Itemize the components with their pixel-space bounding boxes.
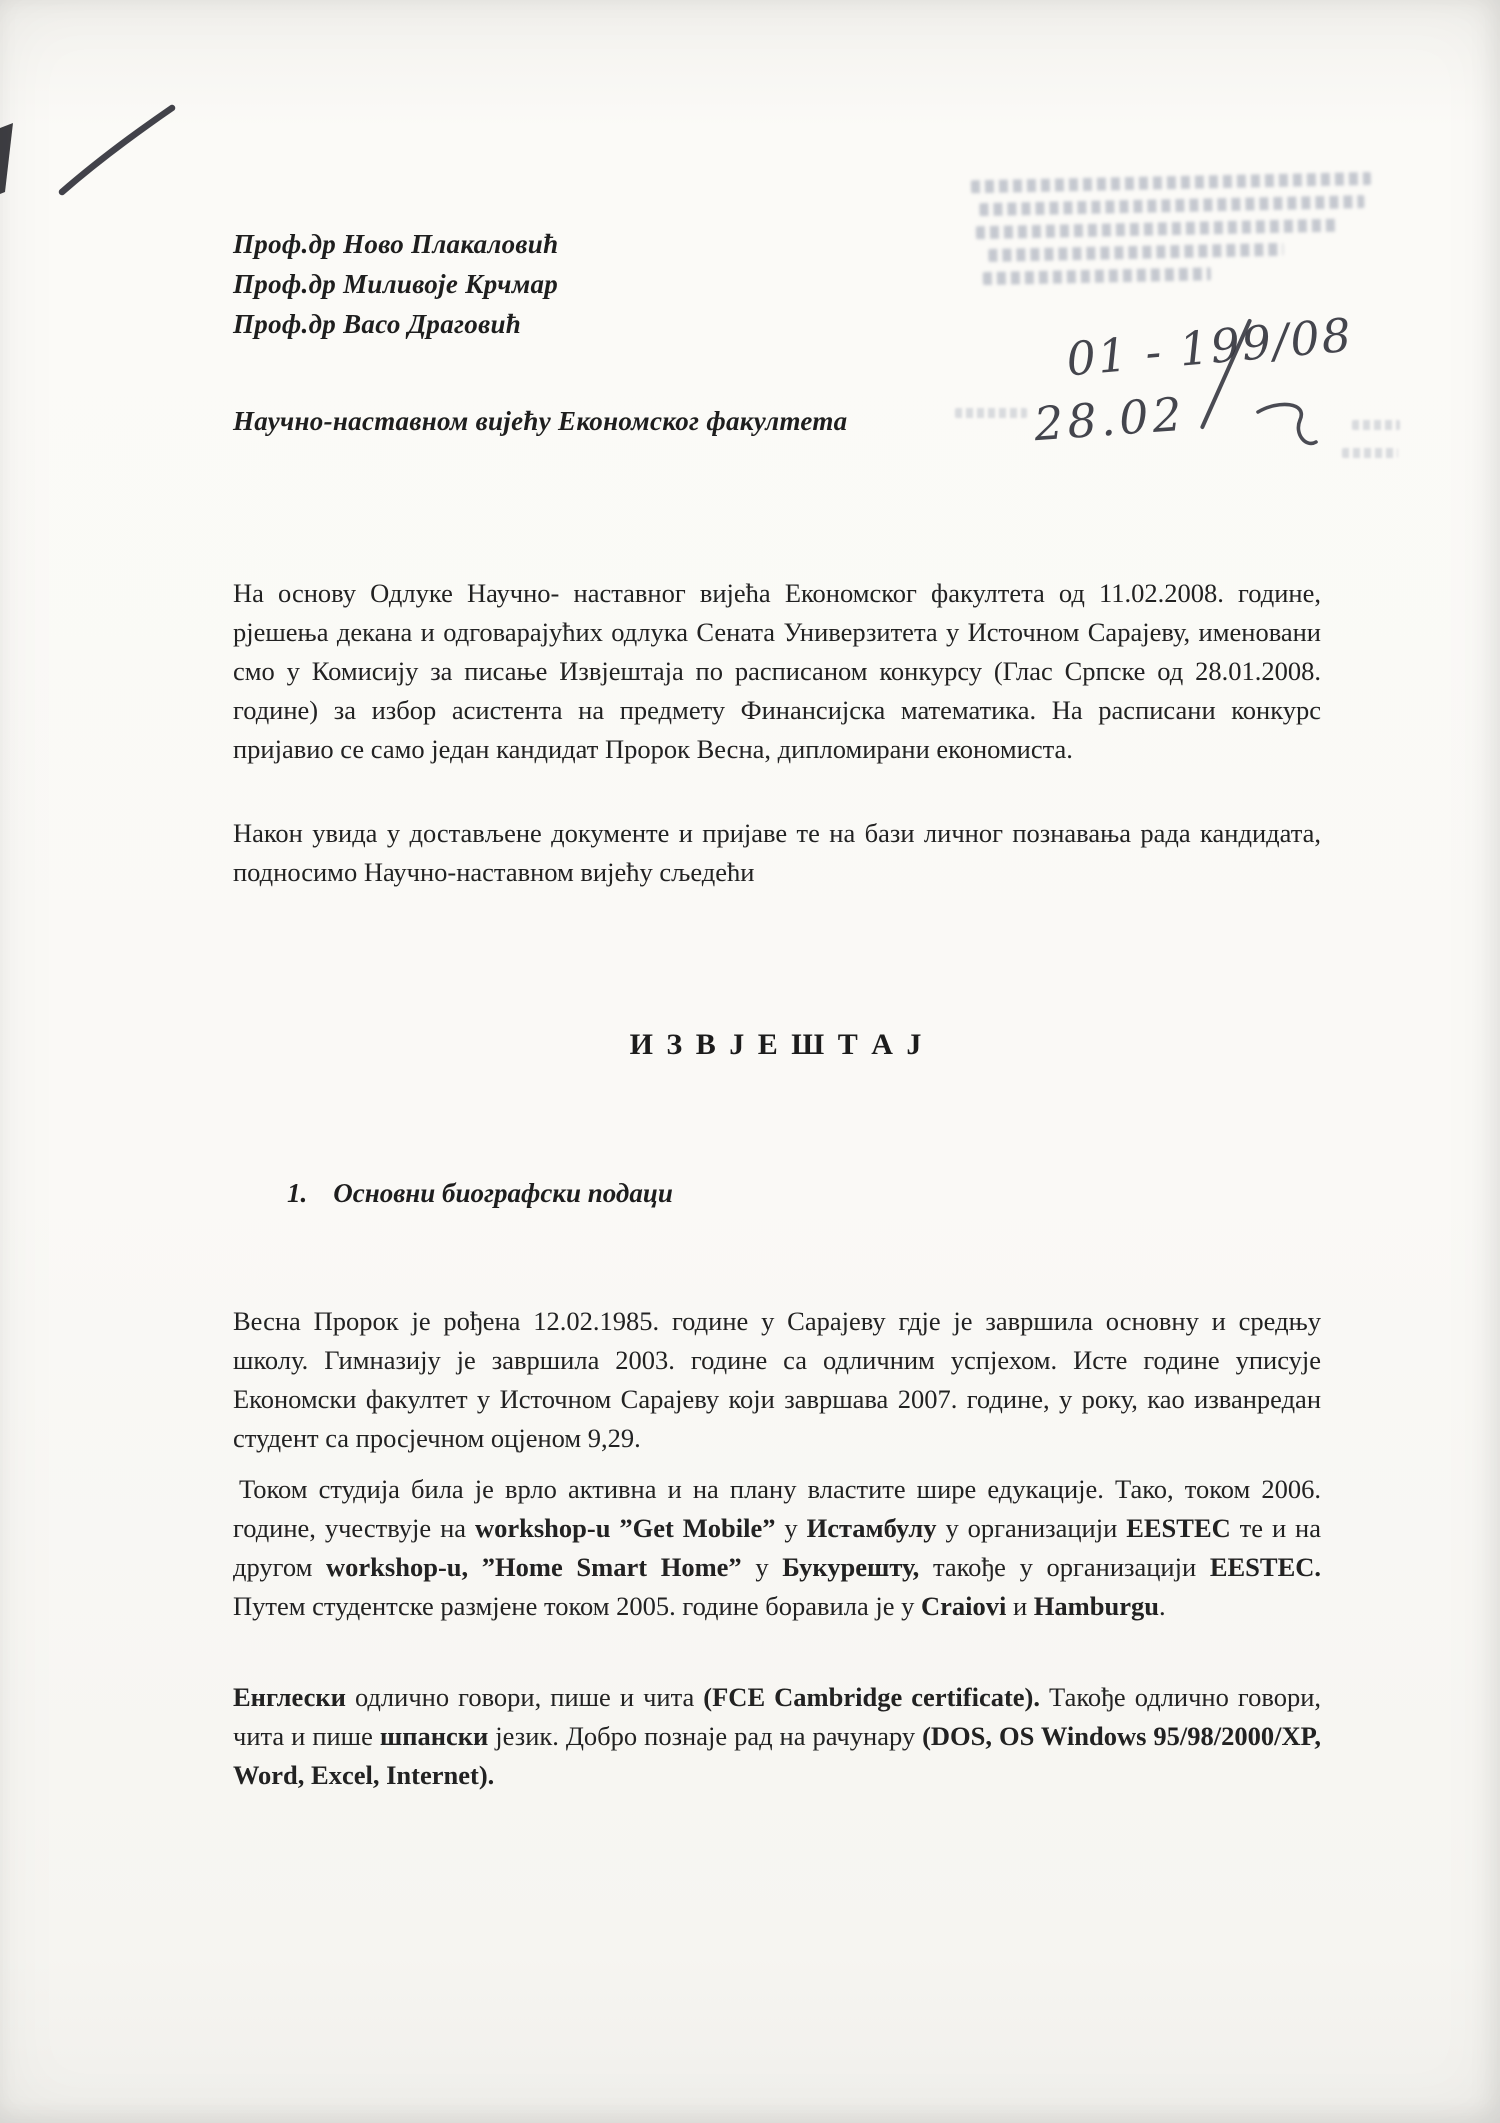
receipt-stamp: [971, 172, 1385, 296]
handwritten-registry-number: 01 - 199/08: [1064, 307, 1355, 387]
signatory-name: Проф.др Ново Плакаловић: [233, 229, 559, 259]
bio-paragraph-3: Енглески одлично говори, пише и чита (FCE Cambridge certificate). Такође одлично говори, чита и пише шпански језик. Добро познаје рад на рачунару (DOS, OS Windows 95/98/2000/XP, Word, Excel, Internet).: [233, 1682, 1322, 1790]
section-number: 1.: [287, 1178, 308, 1208]
bio-paragraph-2: Током студија била је врло активна и на плану властите шире едукације. Тако, током 2006. године, учествује на workshop-u ”Get Mobile” у Истамбулу у организацији EESTEC те и на другом workshop-u, ”Home Smart Home” у Букурешту, такође у организацији EESTEC. Путем студентске размјене током 2005. године боравила је у Craiovi и Hamburgu.: [233, 1474, 1322, 1621]
handwritten-date: 28.02: [1032, 386, 1188, 452]
stamp-line: [976, 219, 1336, 240]
stamp-fragment: [1352, 420, 1400, 430]
stamp-line: [988, 243, 1283, 262]
stamp-line: [983, 267, 1211, 285]
stamp-line: [979, 195, 1364, 216]
intro-paragraph-2: Након увида у достављене документе и пријаве те на бази личног познавања рада кандидата, подносимо Научно-наставном вијећу сљедећи: [233, 818, 1321, 887]
section-1-heading: [287, 1178, 673, 1209]
addressee-line: Научно-наставном вијећу Економског факултета: [233, 406, 848, 436]
handwritten-flourish: [1252, 398, 1322, 460]
signatory-block: [233, 224, 558, 344]
stamp-fragment: [1342, 448, 1398, 458]
pen-stroke: [0, 40, 220, 220]
bio-paragraph-1: Весна Пророк је рођена 12.02.1985. године у Сарајеву гдје је завршила основну и средњу школу. Гимназију је завршила 2003. године са одличним успјехом. Исте године уписује Економски факултет у Источном Сарајеву који завршава 2007. године, у року, као изванредан студент са просјечном оцјеном 9,29.: [233, 1306, 1321, 1453]
signatory-name: Проф.др Васо Драговић: [233, 309, 522, 339]
stamp-fragment: [955, 408, 1027, 418]
report-title: И З В Ј Е Ш Т А Ј: [629, 1028, 925, 1061]
section-title: Основни биографски подаци: [333, 1178, 673, 1208]
stamp-line: [971, 172, 1371, 193]
signatory-name: Проф.др Миливоје Крчмар: [233, 269, 559, 299]
intro-paragraph-1: На основу Одлуке Научно- наставног вијећа Економског факултета од 11.02.2008. године, рјешења декана и одговарајућих одлука Сената Универзитета у Источном Сарајеву, именовани смо у Комисију за писање Извјештаја по расписаном конкурсу (Глас Српске од 28.01.2008. године) за избор асистента на предмету Финансијска математика. На расписани конкурс пријавио се само један кандидат Пророк Весна, дипломирани економиста.: [233, 578, 1321, 764]
